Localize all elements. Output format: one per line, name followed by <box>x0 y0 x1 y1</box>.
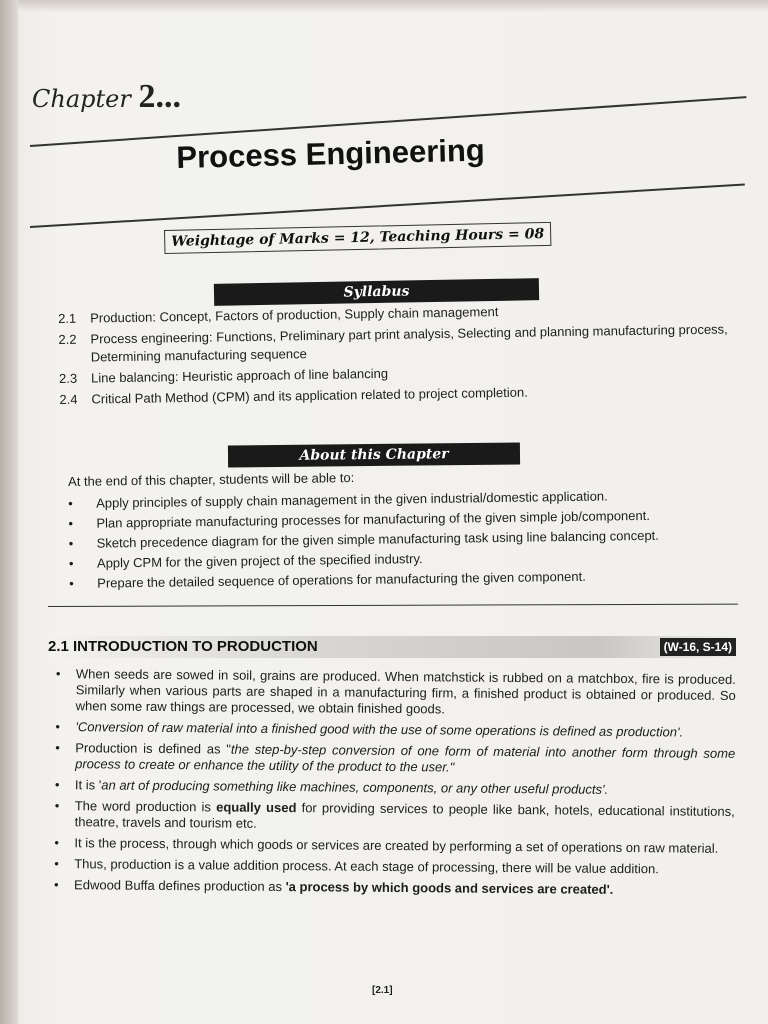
weightage-box: Weightage of Marks = 12, Teaching Hours = 08 <box>164 222 551 254</box>
body-item <box>51 740 735 778</box>
objective-text: Plan appropriate manufacturing processes for manufacturing of the given simple job/component. <box>96 507 651 531</box>
syllabus-item-number: 2.1 <box>58 310 77 326</box>
body-text: It is ' <box>74 777 102 793</box>
bullet: • <box>54 835 60 851</box>
bullet: • <box>68 515 74 531</box>
chapter-word: Chapter <box>32 85 131 113</box>
section-body-list <box>50 666 736 904</box>
objective-text: Prepare the detailed sequence of operations for manufacturing the given component. <box>97 568 586 591</box>
body-bold: equally used <box>216 799 297 816</box>
body-text: When seeds are sowed in soil, grains are produced. When matchstick is rubbed on a matchbox, fire is produced. Similarly when various parts are shaped in a manufacturing firm, a finished product is obtained or produced. So when some raw things are processed, we obtain finished goods. <box>75 666 736 717</box>
bullet: • <box>68 495 73 511</box>
body-item <box>50 877 734 899</box>
objectives-list <box>68 485 729 594</box>
syllabus-item-text: Production: Concept, Factors of production, Supply chain management <box>90 304 499 326</box>
bullet: • <box>68 535 74 551</box>
body-text: for providing services to people like bank, hotels, educational institutions, theatre, travels and tourism etc. <box>74 800 735 831</box>
body-bold: 'a process by which goods and services are created'. <box>285 879 614 897</box>
bullet: • <box>68 555 74 571</box>
page-top-shadow <box>0 0 768 12</box>
syllabus-item-number: 2.2 <box>58 331 77 347</box>
body-text: The word production is <box>74 798 217 815</box>
section-heading <box>48 636 736 658</box>
body-item <box>51 798 735 836</box>
syllabus-item-text: Process engineering: Functions, Preliminary part print analysis, Selecting and planning manufacturing process, Determining manufacturing sequence <box>90 321 728 365</box>
section-divider <box>48 604 738 607</box>
exam-reference-badge: (W-16, S-14) <box>660 638 736 656</box>
body-item <box>51 777 735 799</box>
body-italic: an art of producing something like machines, components, or any other useful products'. <box>101 777 609 797</box>
page-number: [2.1] <box>372 985 393 996</box>
objective-text: Apply principles of supply chain management in the given industrial/domestic application. <box>96 488 608 511</box>
body-text: Production is defined as " <box>75 740 232 757</box>
body-text: It is the process, through which goods or services are created by performing a set of operations on raw material. <box>74 835 719 856</box>
section-title: 2.1 INTRODUCTION TO PRODUCTION <box>48 638 318 655</box>
syllabus-item-text: Line balancing: Heuristic approach of line balancing <box>90 365 389 386</box>
body-item <box>52 666 736 720</box>
bullet: • <box>54 877 59 893</box>
bullet: • <box>54 856 59 872</box>
bullet: • <box>55 740 60 756</box>
body-item <box>51 719 735 741</box>
body-italic: 'Conversion of raw material into a finished good with the use of some operations is defined as production'. <box>75 719 684 740</box>
bullet: • <box>54 798 60 814</box>
about-intro: At the end of this chapter, students will be able to: <box>68 470 355 489</box>
bullet: • <box>54 777 60 793</box>
syllabus-list <box>58 299 750 412</box>
objective-text: Sketch precedence diagram for the given simple manufacturing task using line balancing concept. <box>96 527 659 551</box>
chapter-number: 2... <box>138 78 181 115</box>
title-rule <box>30 184 745 228</box>
syllabus-heading: Syllabus <box>214 278 539 306</box>
bullet: • <box>69 575 74 591</box>
bullet: • <box>55 719 61 735</box>
body-item <box>50 856 734 878</box>
syllabus-item-number: 2.4 <box>59 391 78 407</box>
syllabus-item-text: Critical Path Method (CPM) and its application related to project completion. <box>91 384 528 407</box>
body-item <box>50 835 734 857</box>
body-text: Thus, production is a value addition process. At each stage of processing, there will be value addition. <box>74 856 659 877</box>
bullet: • <box>55 666 61 682</box>
body-text: Edwood Buffa defines production as <box>74 877 286 895</box>
body-italic: the step-by-step conversion of one form of material into another form through some process to create or enhance the utility of the product to the user." <box>75 741 736 775</box>
page-binding-edge <box>0 0 18 1024</box>
about-heading: About this Chapter <box>228 442 520 467</box>
syllabus-item-number: 2.3 <box>58 370 78 386</box>
page-title: Process Engineering <box>176 132 486 175</box>
chapter-label <box>32 78 181 116</box>
objective-text: Apply CPM for the given project of the specified industry. <box>96 551 423 571</box>
